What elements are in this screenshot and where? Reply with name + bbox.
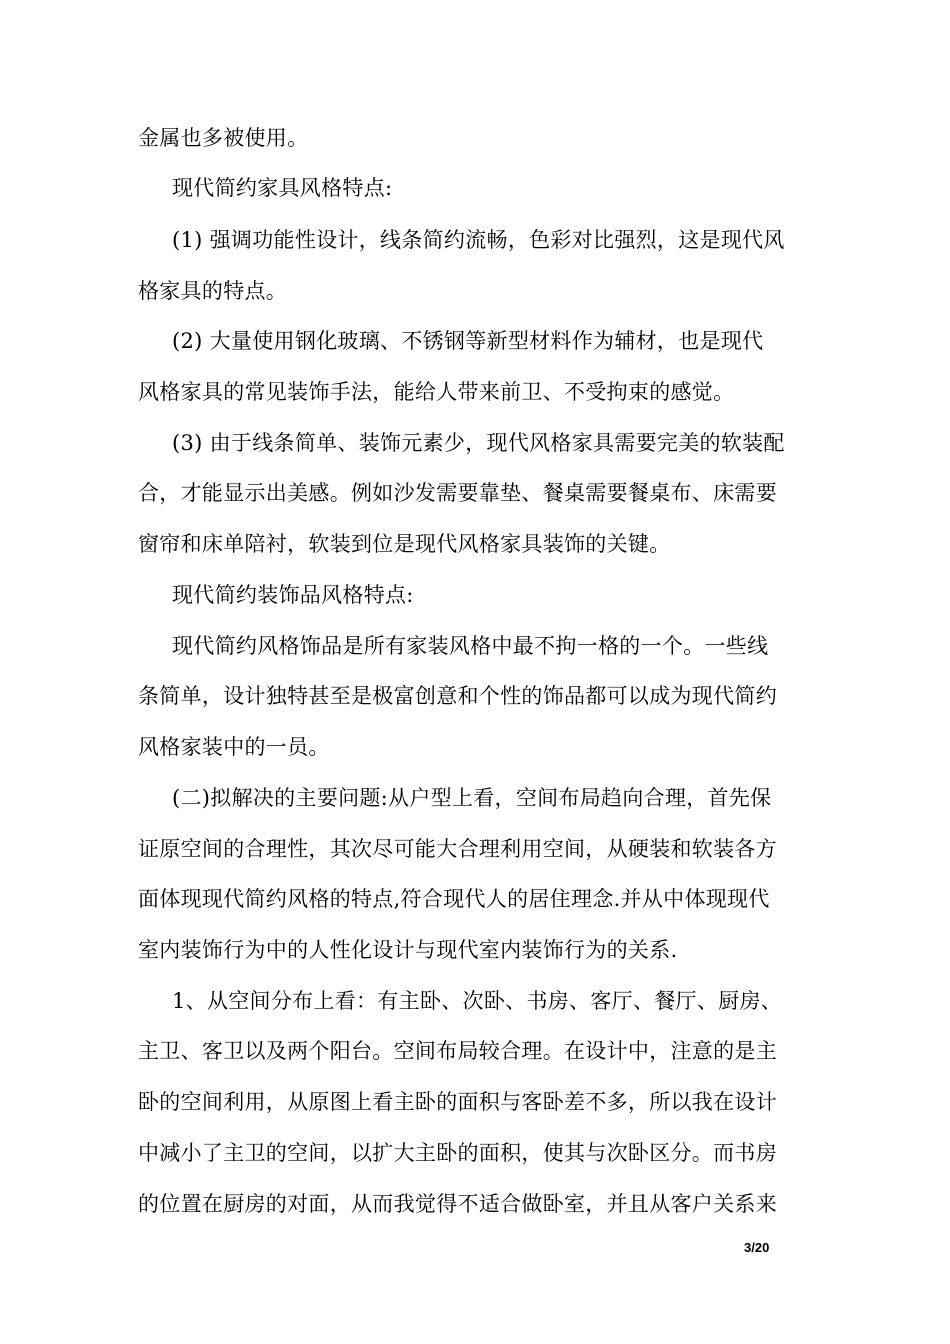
text-line: (3) 由于线条简单、装饰元素少，现代风格家具需要完美的软装配 [172,431,785,455]
text-line: 中减小了主卫的空间，以扩大主卧的面积，使其与次卧区分。而书房 [138,1141,777,1165]
text-line: 证原空间的合理性，其次尽可能大合理利用空间，从硬装和软装各方 [138,837,777,861]
text-line: 卧的空间利用，从原图上看主卧的面积与客卧差不多，所以我在设计 [138,1090,777,1114]
page-number: 3/20 [744,1240,770,1255]
text-line: 风格家装中的一员。 [138,735,330,759]
text-line: (2) 大量使用钢化玻璃、不锈钢等新型材料作为辅材，也是现代 [172,329,764,353]
text-line: 室内装饰行为中的人性化设计与现代室内装饰行为的关系. [138,938,678,962]
text-line: 面体现现代简约风格的特点,符合现代人的居住理念.并从中体现现代 [138,887,770,911]
text-line: (二)拟解决的主要问题:从户型上看，空间布局趋向合理，首先保 [172,786,772,810]
text-line: 主卫、客卫以及两个阳台。空间布局较合理。在设计中，注意的是主 [138,1039,777,1063]
text-line: 现代简约风格饰品是所有家装风格中最不拘一格的一个。一些线 [172,634,769,658]
text-line: 现代简约家具风格特点: [172,176,393,200]
text-line: 窗帘和床单陪衬，软装到位是现代风格家具装饰的关键。 [138,532,671,556]
text-line: 风格家具的常见装饰手法，能给人带来前卫、不受拘束的感觉。 [138,380,735,404]
text-line: 现代简约装饰品风格特点: [172,583,414,607]
text-line: 合，才能显示出美感。例如沙发需要靠垫、餐桌需要餐桌布、床需要 [138,481,777,505]
text-line: 条简单，设计独特甚至是极富创意和个性的饰品都可以成为现代简约 [138,684,777,708]
text-line: (1) 强调功能性设计，线条简约流畅，色彩对比强烈，这是现代风 [172,228,785,252]
text-line: 1、从空间分布上看：有主卧、次卧、书房、客厅、餐厅、厨房、 [172,989,783,1013]
text-line: 的位置在厨房的对面，从而我觉得不适合做卧室，并且从客户关系来 [138,1192,777,1216]
text-line: 格家具的特点。 [138,279,288,303]
text-line: 金属也多被使用。 [138,126,309,150]
